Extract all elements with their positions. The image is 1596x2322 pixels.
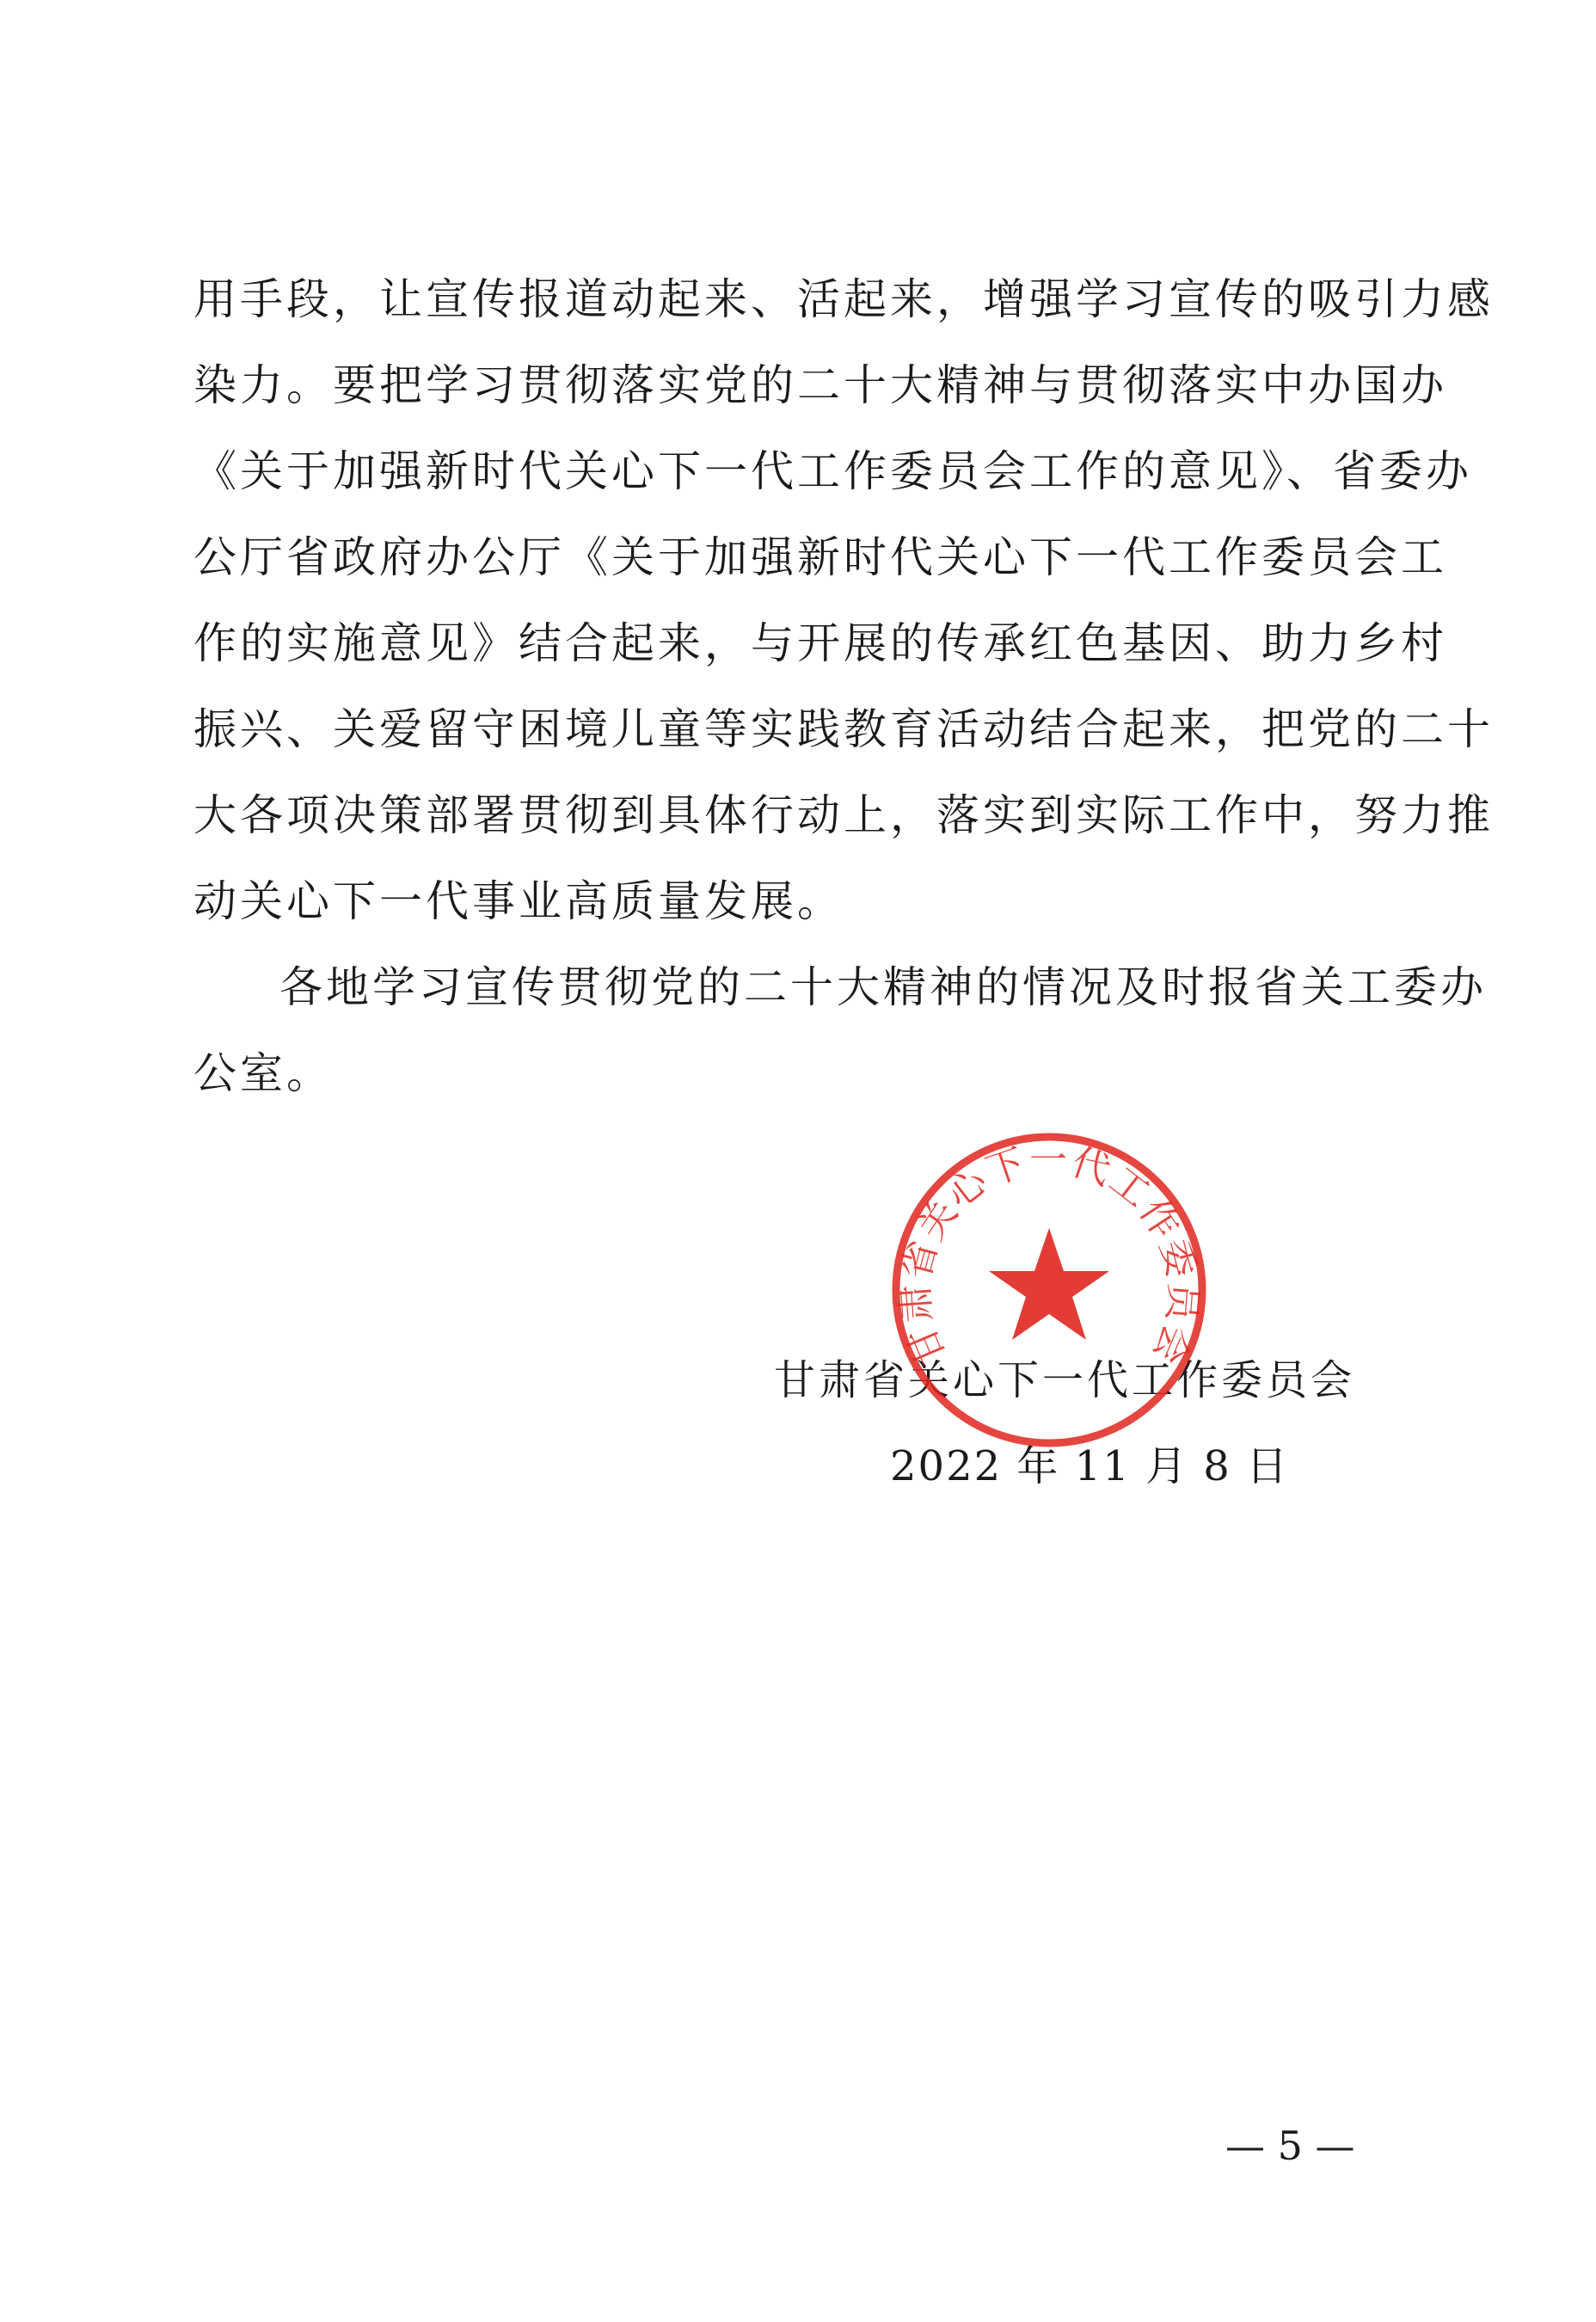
paragraph-line: 公厅省政府办公厅《关于加强新时代关心下一代工作委员会工 [193,532,1447,582]
seal-star-icon [989,1228,1109,1340]
paragraph-line: 大各项决策部署贯彻到具体行动上，落实到实际工作中，努力推 [193,790,1494,840]
paragraph-line: 作的实施意见》结合起来，与开展的传承红色基因、助力乡村 [193,618,1447,668]
signature-organization: 甘肃省关心下一代工作委员会 [774,1356,1356,1404]
body-text [193,256,1494,1116]
paragraph-line: 用手段，让宣传报道动起来、活起来，增强学习宣传的吸引力感 [193,274,1494,324]
paragraph-line: 振兴、关爱留守困境儿童等实践教育活动结合起来，把党的二十 [193,704,1494,754]
closing-paragraph [193,944,1487,1116]
seal-text: 甘肃省关心下一代工作委员会 [893,1138,1206,1372]
paragraph-line: 《关于加强新时代关心下一代工作委员会工作的意见》、省委办 [193,446,1472,496]
page-number: — 5 — [1225,2122,1355,2169]
official-seal-stamp [886,1127,1212,1453]
signature-date: 2022 年 11 月 8 日 [890,1442,1290,1490]
closing-line: 公室。 [193,1048,333,1098]
paragraph-line: 动关心下一代事业高质量发展。 [193,876,844,926]
closing-line: 各地学习宣传贯彻党的二十大精神的情况及时报省关工委办 [279,962,1487,1012]
paragraph-line: 染力。要把学习贯彻落实党的二十大精神与贯彻落实中办国办 [193,360,1447,410]
